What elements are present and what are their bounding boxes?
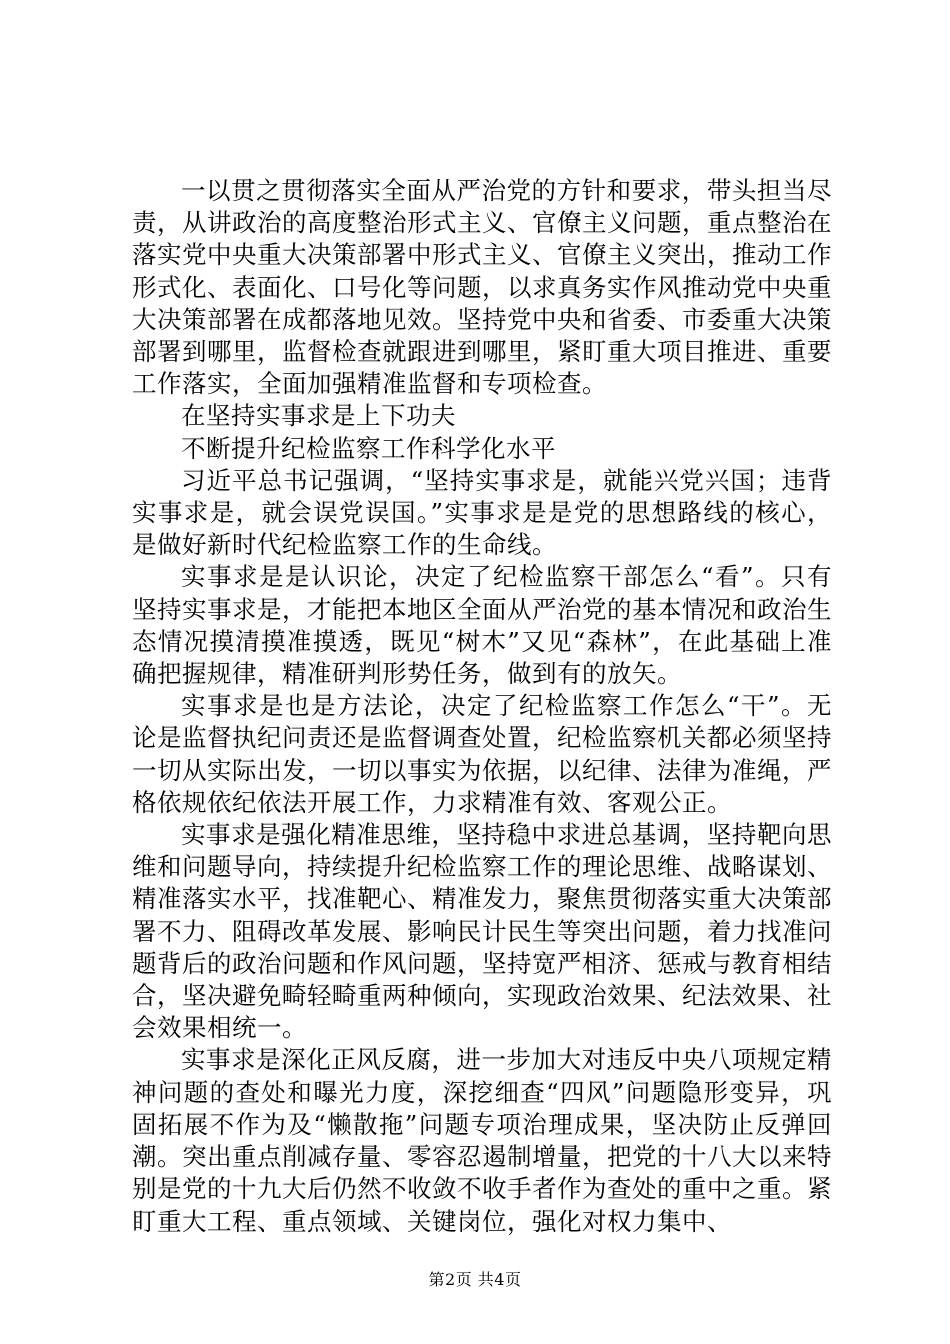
paragraph-2-heading: 在坚持实事求是上下功夫 — [181, 401, 456, 431]
paragraph-8: 实事求是深化正风反腐，进一步加大对违反中央八项规定精神问题的查处和曝光力度，深挖细查“四风”问题隐形变异，巩固拓展不作为及“懒散拖”问题专项治理成果，坚决防止反弹回潮。突出重点削减存量、零容忍遏制增量，把党的十八大以来特别是党的十九大后仍然不收敛不收手者作为查处的重中之重。紧盯重大工程、重点领域、关键岗位，强化对权力集中、 — [132, 1045, 832, 1236]
paragraph-7: 实事求是强化精准思维，坚持稳中求进总基调，坚持靶向思维和问题导向，持续提升纪检监察工作的理论思维、战略谋划、精准落实水平，找准靶心、精准发力，聚焦贯彻落实重大决策部署不力、阻碍改革发展、影响民计民生等突出问题，着力找准问题背后的政治问题和作风问题，坚持宽严相济、惩戒与教育相结合，坚决避免畸轻畸重两种倾向，实现政治效果、纪法效果、社会效果相统一。 — [132, 820, 832, 1043]
document-body — [132, 175, 832, 1238]
paragraph-3-heading: 不断提升纪检监察工作科学化水平 — [181, 433, 556, 463]
page-footer — [0, 1270, 950, 1290]
paragraph-5: 实事求是是认识论，决定了纪检监察干部怎么“看”。只有坚持实事求是，才能把本地区全面从严治党的基本情况和政治生态情况摸清摸准摸透，既见“树木”又见“森林”，在此基础上准确把握规律，精准研判形势任务，做到有的放矢。 — [132, 562, 832, 689]
paragraph-4: 习近平总书记强调，“坚持实事求是，就能兴党兴国；违背实事求是，就会误党误国。”实事求是是党的思想路线的核心，是做好新时代纪检监察工作的生命线。 — [132, 465, 832, 560]
page-number-label: 第2页 共4页 — [428, 1270, 522, 1289]
paragraph-1: 一以贯之贯彻落实全面从严治党的方针和要求，带头担当尽责，从讲政治的高度整治形式主义、官僚主义问题，重点整治在落实党中央重大决策部署中形式主义、官僚主义突出，推动工作形式化、表面化、口号化等问题，以求真务实作风推动党中央重大决策部署在成都落地见效。坚持党中央和省委、市委重大决策部署到哪里，监督检查就跟进到哪里，紧盯重大项目推进、重要工作落实，全面加强精准监督和专项检查。 — [132, 176, 832, 399]
paragraph-6: 实事求是也是方法论，决定了纪检监察工作怎么“干”。无论是监督执纪问责还是监督调查处置，纪检监察机关都必须坚持一切从实际出发，一切以事实为依据，以纪律、法律为准绳，严格依规依纪依法开展工作，力求精准有效、客观公正。 — [132, 691, 832, 817]
